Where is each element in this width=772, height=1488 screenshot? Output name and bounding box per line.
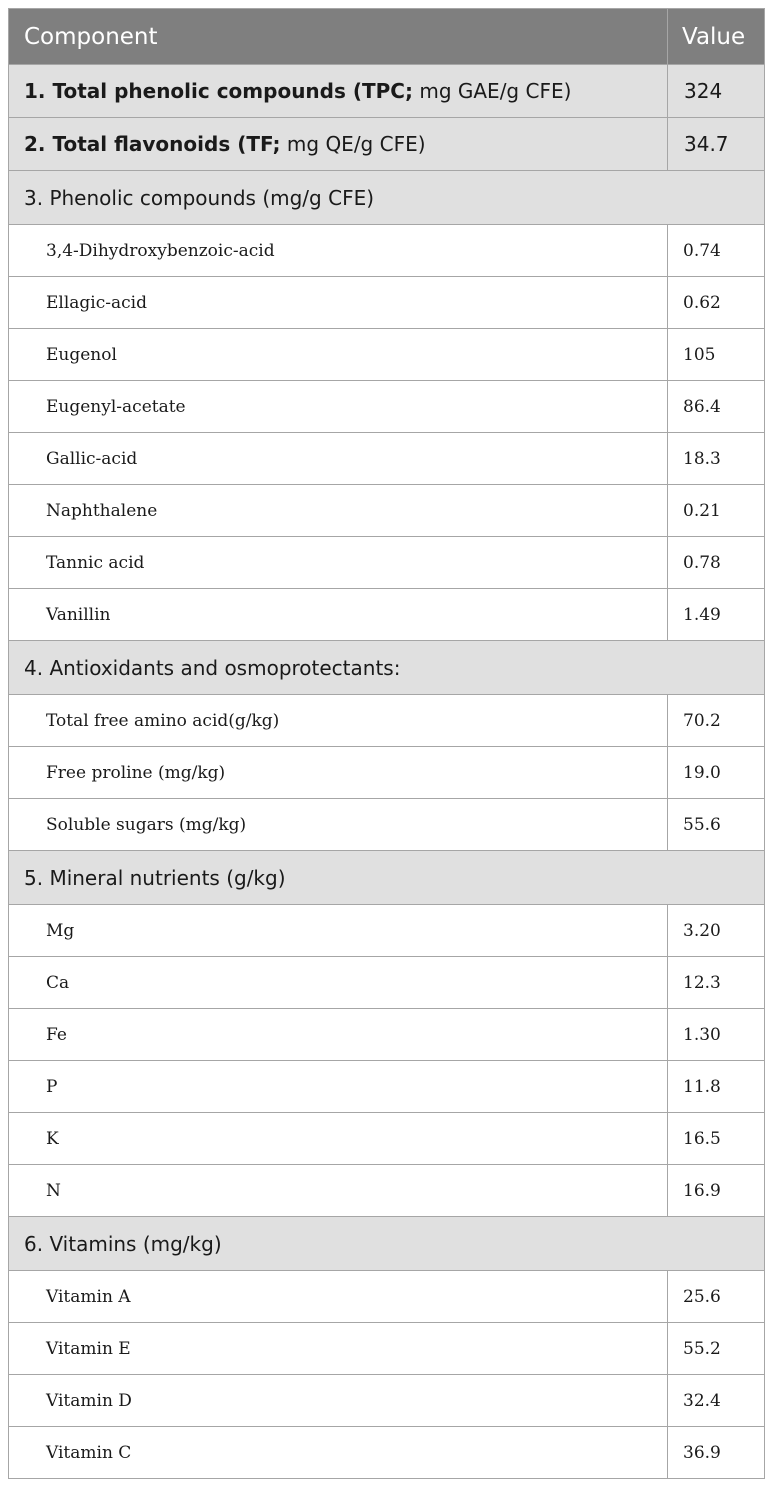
row-name: Vitamin E	[9, 1323, 668, 1375]
table-row	[9, 957, 765, 1009]
section-title: 6. Vitamins (mg/kg)	[9, 1217, 765, 1271]
row-value: 36.9	[668, 1427, 765, 1479]
composition-table	[8, 8, 765, 1479]
row-value: 86.4	[668, 381, 765, 433]
row-value: 18.3	[668, 433, 765, 485]
header-component: Component	[9, 9, 668, 65]
table-row	[9, 277, 765, 329]
row-name: Ca	[9, 957, 668, 1009]
row-name: Vitamin A	[9, 1271, 668, 1323]
row-name: N	[9, 1165, 668, 1217]
row-name: Naphthalene	[9, 485, 668, 537]
table-row	[9, 225, 765, 277]
table-row	[9, 433, 765, 485]
table-row	[9, 1061, 765, 1113]
row-value: 0.74	[668, 225, 765, 277]
row-name: K	[9, 1113, 668, 1165]
section-header-row	[9, 1217, 765, 1271]
section-title: 3. Phenolic compounds (mg/g CFE)	[9, 171, 765, 225]
row-name: Free proline (mg/kg)	[9, 747, 668, 799]
row-name: Gallic-acid	[9, 433, 668, 485]
row-value: 3.20	[668, 905, 765, 957]
table-row	[9, 747, 765, 799]
row-value: 32.4	[668, 1375, 765, 1427]
row-value: 55.2	[668, 1323, 765, 1375]
row-name: 3,4-Dihydroxybenzoic-acid	[9, 225, 668, 277]
table-row	[9, 381, 765, 433]
row-value: 70.2	[668, 695, 765, 747]
row-value: 105	[668, 329, 765, 381]
row-value: 0.78	[668, 537, 765, 589]
summary-value: 34.7	[668, 118, 765, 171]
table-row	[9, 1165, 765, 1217]
row-value: 0.62	[668, 277, 765, 329]
row-name: Mg	[9, 905, 668, 957]
row-name: P	[9, 1061, 668, 1113]
summary-label-unit: mg QE/g CFE)	[280, 132, 426, 156]
summary-label	[9, 118, 668, 171]
summary-label-unit: mg GAE/g CFE)	[412, 79, 572, 103]
row-value: 1.30	[668, 1009, 765, 1061]
row-name: Vitamin D	[9, 1375, 668, 1427]
section-title: 5. Mineral nutrients (g/kg)	[9, 851, 765, 905]
summary-value: 324	[668, 65, 765, 118]
row-value: 19.0	[668, 747, 765, 799]
table-row	[9, 1427, 765, 1479]
summary-label-bold: 2. Total flavonoids (TF;	[24, 132, 281, 156]
row-name: Tannic acid	[9, 537, 668, 589]
row-value: 16.9	[668, 1165, 765, 1217]
section-header-row	[9, 641, 765, 695]
row-value: 11.8	[668, 1061, 765, 1113]
header-value: Value	[668, 9, 765, 65]
section-header-row	[9, 171, 765, 225]
row-name: Fe	[9, 1009, 668, 1061]
table-row	[9, 1009, 765, 1061]
table-row	[9, 329, 765, 381]
table-row	[9, 589, 765, 641]
row-name: Eugenyl-acetate	[9, 381, 668, 433]
table-header-row	[9, 9, 765, 65]
summary-label	[9, 65, 668, 118]
row-name: Vitamin C	[9, 1427, 668, 1479]
table-row	[9, 1375, 765, 1427]
row-value: 16.5	[668, 1113, 765, 1165]
row-name: Ellagic-acid	[9, 277, 668, 329]
row-value: 55.6	[668, 799, 765, 851]
table-body	[9, 9, 765, 1479]
summary-label-bold: 1. Total phenolic compounds (TPC;	[24, 79, 413, 103]
section-header-row	[9, 851, 765, 905]
table-row	[9, 1271, 765, 1323]
summary-row-tpc	[9, 65, 765, 118]
table-row	[9, 695, 765, 747]
row-value: 12.3	[668, 957, 765, 1009]
row-name: Vanillin	[9, 589, 668, 641]
row-name: Total free amino acid(g/kg)	[9, 695, 668, 747]
table-row	[9, 1323, 765, 1375]
table-row	[9, 799, 765, 851]
row-name: Soluble sugars (mg/kg)	[9, 799, 668, 851]
table-row	[9, 485, 765, 537]
row-value: 1.49	[668, 589, 765, 641]
row-name: Eugenol	[9, 329, 668, 381]
row-value: 25.6	[668, 1271, 765, 1323]
table-row	[9, 1113, 765, 1165]
table-row	[9, 537, 765, 589]
section-title: 4. Antioxidants and osmoprotectants:	[9, 641, 765, 695]
table-row	[9, 905, 765, 957]
row-value: 0.21	[668, 485, 765, 537]
summary-row-tf	[9, 118, 765, 171]
